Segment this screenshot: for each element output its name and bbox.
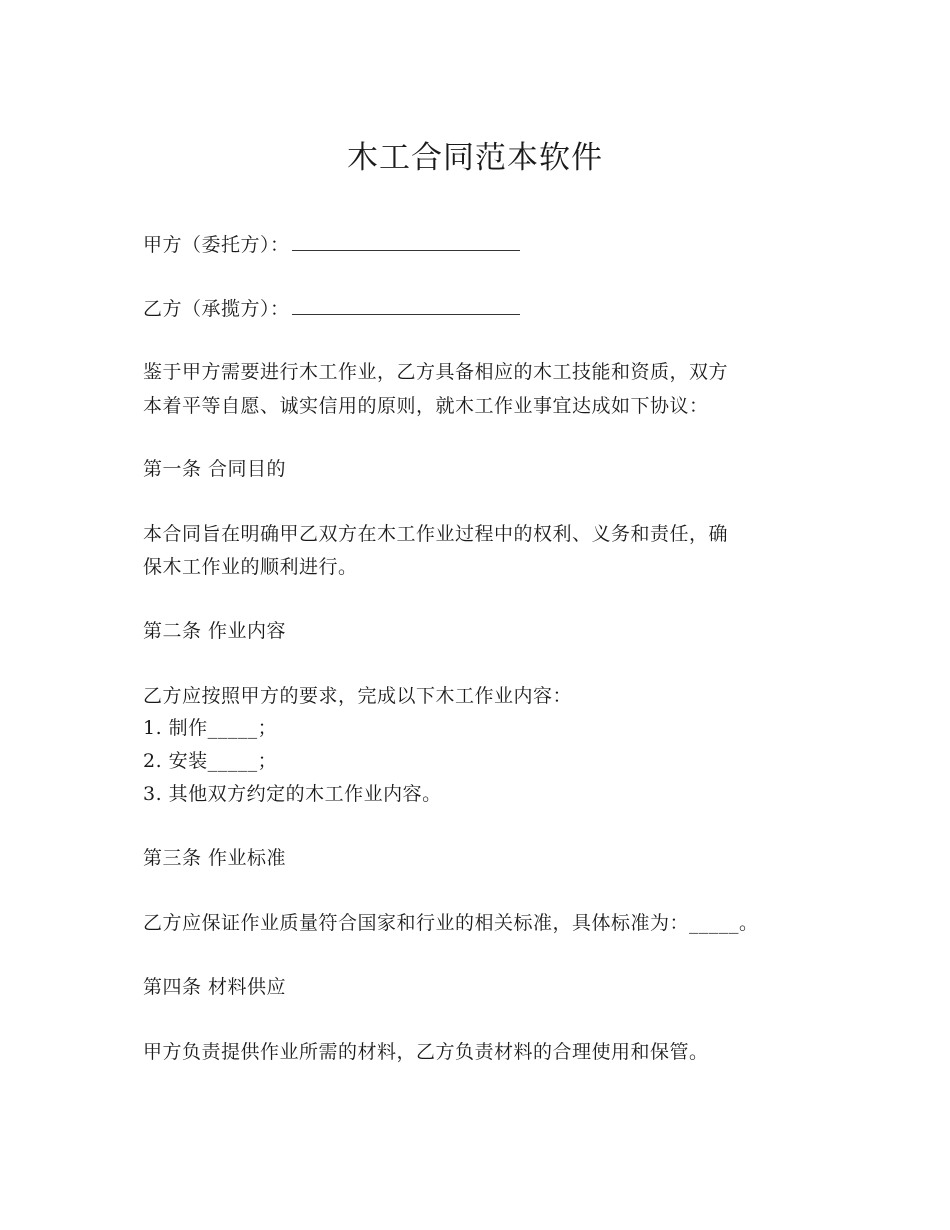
party-b-line [143, 292, 520, 325]
article1-heading: 第一条 合同目的 [143, 458, 287, 480]
article1-body-line-1: 本合同旨在明确甲乙双方在木工作业过程中的权利、义务和责任，确 [143, 523, 729, 545]
list-item: 3. 其他双方约定的木工作业内容。 [143, 783, 442, 805]
document-title: 木工合同范本软件 [347, 140, 603, 176]
party-b-label: 乙方（承揽方）： [143, 298, 290, 320]
list-item: 1. 制作_____； [143, 717, 278, 739]
article3-body: 乙方应保证作业质量符合国家和行业的相关标准，具体标准为：_____。 [143, 912, 759, 934]
article1-body-line-2: 保木工作业的顺利进行。 [143, 556, 358, 578]
article2-lead: 乙方应按照甲方的要求，完成以下木工作业内容： [143, 685, 573, 707]
article2-heading: 第二条 作业内容 [143, 620, 287, 642]
intro-line-2: 本着平等自愿、诚实信用的原则，就木工作业事宜达成如下协议： [143, 395, 709, 417]
party-a-label: 甲方（委托方）： [143, 234, 290, 256]
party-b-blank [292, 292, 520, 315]
party-a-line [143, 228, 520, 261]
article4-body: 甲方负责提供作业所需的材料，乙方负责材料的合理使用和保管。 [143, 1041, 709, 1063]
article4-heading: 第四条 材料供应 [143, 976, 287, 998]
intro-line-1: 鉴于甲方需要进行木工作业，乙方具备相应的木工技能和资质，双方 [143, 361, 729, 383]
party-a-blank [292, 228, 520, 251]
list-item: 2. 安装_____； [143, 750, 278, 772]
article3-heading: 第三条 作业标准 [143, 847, 287, 869]
